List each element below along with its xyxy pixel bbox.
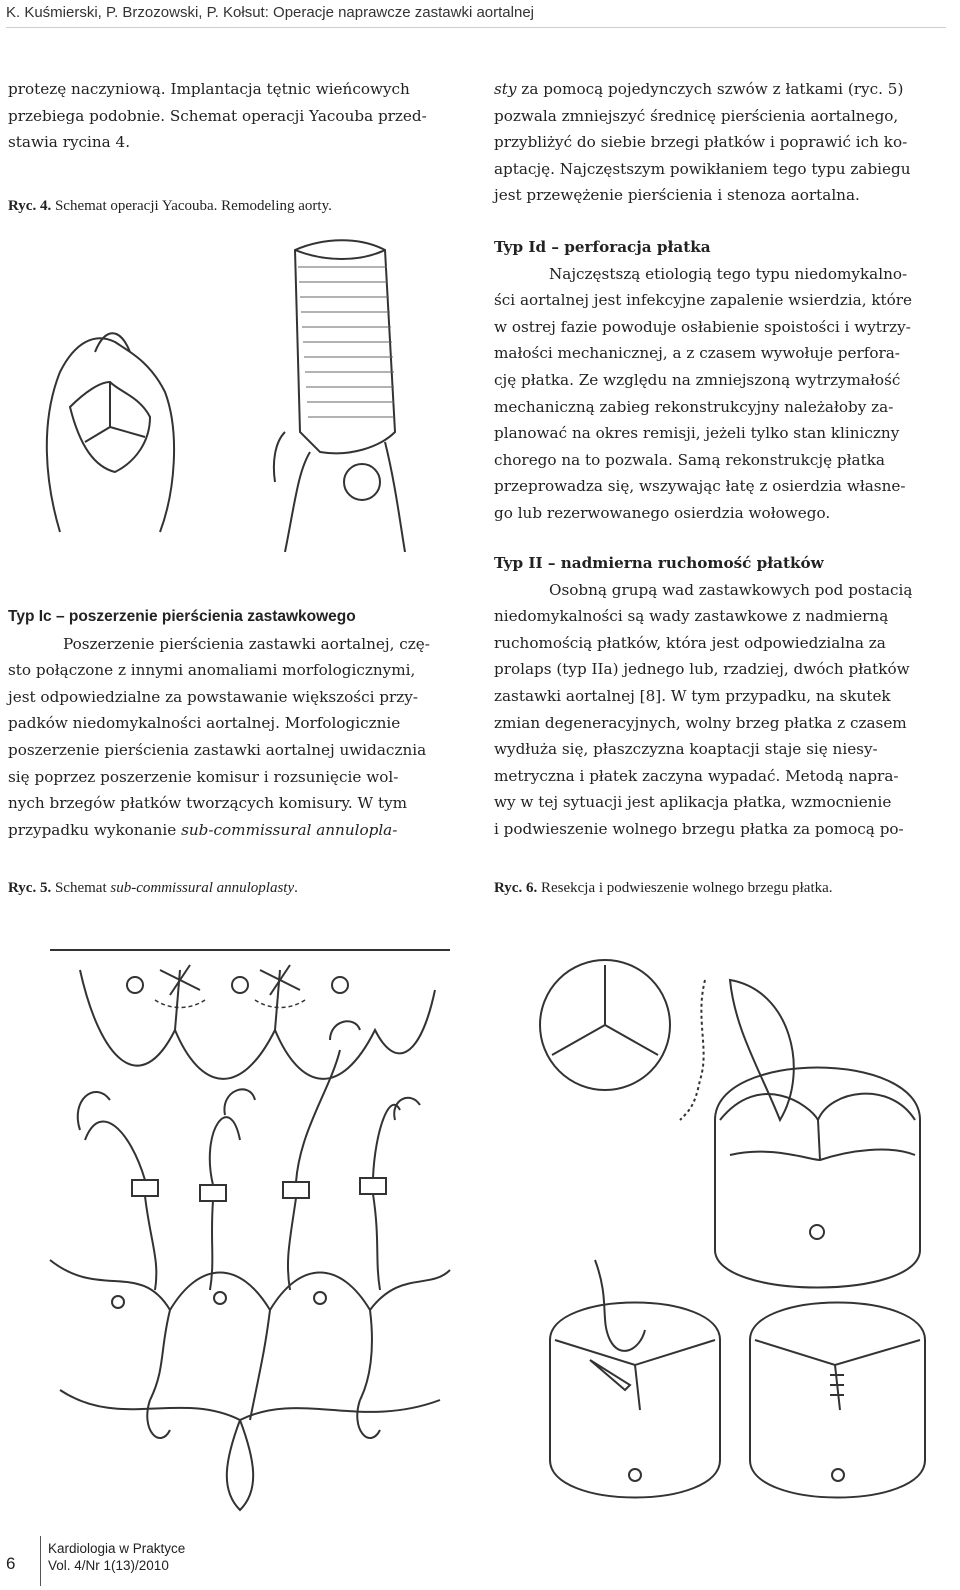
journal-name: Kardiologia w Praktyce bbox=[48, 1541, 186, 1556]
text-line: planować na okres remisji, jeżeli tylko stan kliniczny bbox=[494, 424, 900, 443]
fig6-label: Ryc. 6. bbox=[494, 880, 538, 896]
journal-info bbox=[48, 1540, 185, 1574]
text-line bbox=[494, 76, 940, 103]
text-line: Najczęstszą etiologią tego typu niedomykalno- bbox=[549, 264, 908, 283]
text-line: Poszerzenie pierścienia zastawki aortalnej, czę- bbox=[63, 634, 430, 653]
text-line: chorego na to pozwala. Samą rekonstrukcję płatka bbox=[494, 450, 885, 469]
text-line: stawia rycina 4. bbox=[8, 133, 131, 152]
text-line: prolaps (typ IIa) jednego lub, rzadziej, dwóch płatków bbox=[494, 660, 910, 679]
right-top-text bbox=[494, 76, 940, 209]
text-line: padków niedomykalności aortalnej. Morfologicznie bbox=[8, 714, 401, 733]
text-line: go lub rezerwowanego osierdzia wołowego. bbox=[494, 503, 831, 522]
fig6-illustration bbox=[530, 920, 940, 1520]
fig4-label: Ryc. 4. bbox=[8, 198, 52, 214]
text-line: w ostrej fazie powoduje osłabienie spoistości i wytrzy- bbox=[494, 317, 911, 336]
fig5-caption bbox=[8, 880, 298, 897]
text-line: przeprowadza się, wszywając łatę z osierdzia własne- bbox=[494, 477, 906, 496]
left-top-text bbox=[8, 76, 452, 156]
text-line: protezę naczyniową. Implantacja tętnic wieńcowych bbox=[8, 80, 410, 98]
fig5-label: Ryc. 5. bbox=[8, 880, 52, 896]
fig5-text-italic: sub-commissural annuloplasty bbox=[110, 880, 295, 896]
journal-volume: Vol. 4/Nr 1(13)/2010 bbox=[48, 1558, 169, 1573]
text-line: zmian degeneracyjnych, wolny brzeg płatka z czasem bbox=[494, 713, 907, 732]
fig5-illustration bbox=[40, 930, 460, 1520]
text-line: ści aortalnej jest infekcyjne zapalenie wsierdzia, które bbox=[494, 291, 913, 310]
section-heading: Typ II – nadmierna ruchomość płatków bbox=[494, 554, 824, 572]
section-heading: Typ Ic – poszerzenie pierścienia zastawkowego bbox=[8, 608, 356, 625]
text-line: poszerzenie pierścienia zastawki aortalnej uwidacznia bbox=[8, 740, 427, 759]
text-line: niedomykalności są wady zastawkowe z nadmierną bbox=[494, 607, 889, 626]
text-line: się poprzez poszerzenie komisur i rozsunięcie wol- bbox=[8, 767, 399, 786]
text-line: Osobną grupą wad zastawkowych pod postacią bbox=[549, 580, 913, 599]
text-line bbox=[8, 817, 452, 844]
fig4-text: Schemat operacji Yacouba. Remodeling aorty. bbox=[54, 198, 332, 214]
text-line: przybliżyć do siebie brzegi płatków i poprawić ich ko- bbox=[494, 133, 908, 152]
text-line: jest przewężenie pierścienia i stenoza aortalna. bbox=[494, 186, 860, 205]
footer-divider bbox=[40, 1536, 41, 1586]
text-line: jest odpowiedzialne za powstawanie większości przy- bbox=[8, 687, 418, 706]
fig6-text: Resekcja i podwieszenie wolnego brzegu płatka. bbox=[540, 880, 833, 896]
text-line: i podwieszenie wolnego brzegu płatka za pomocą po- bbox=[494, 819, 904, 838]
text-line: wy w tej sytuacji jest aplikacja płatka, wzmocnienie bbox=[494, 793, 892, 812]
text-fragment: za pomocą pojedynczych szwów z łatkami (ryc. 5) bbox=[516, 80, 904, 98]
text-line: metryczna i płatek zaczyna wypadać. Metodą napra- bbox=[494, 766, 899, 785]
section-typ-ic bbox=[8, 604, 452, 843]
text-line: wydłuża się, płaszczyzna koaptacji staje się niesy- bbox=[494, 740, 878, 759]
italic-fragment: sub-commissural annulopla- bbox=[181, 820, 398, 839]
fig6-caption bbox=[494, 880, 833, 897]
text-fragment: przypadku wykonanie bbox=[8, 820, 182, 839]
italic-fragment: sty bbox=[494, 80, 517, 98]
text-line: pozwala zmniejszyć średnicę pierścienia aortalnego, bbox=[494, 106, 899, 125]
page-number: 6 bbox=[6, 1554, 16, 1573]
section-heading: Typ Id – perforacja płatka bbox=[494, 238, 711, 256]
section-typ-ii bbox=[494, 550, 940, 843]
text-line: małości mechanicznej, a z czasem wywołuje perfora- bbox=[494, 344, 900, 363]
text-line: aptację. Najczęstszym powikłaniem tego typu zabiegu bbox=[494, 159, 911, 178]
text-line: sto połączone z innymi anomaliami morfologicznymi, bbox=[8, 661, 416, 680]
text-line: cję płatka. Ze względu na zmniejszoną wytrzymałość bbox=[494, 370, 901, 389]
fig4-illustration bbox=[40, 232, 440, 552]
fig5-text-end: . bbox=[294, 880, 298, 896]
running-header: K. Kuśmierski, P. Brzozowski, P. Kołsut: Operacje naprawcze zastawki aortalnej bbox=[6, 4, 946, 28]
section-typ-id bbox=[494, 234, 940, 527]
fig5-text: Schemat bbox=[54, 880, 111, 896]
text-line: ruchomością płatków, która jest odpowiedzialna za bbox=[494, 633, 886, 652]
text-line: nych brzegów płatków tworzących komisury. W tym bbox=[8, 794, 408, 813]
text-line: mechaniczną zabieg rekonstrukcyjny należałoby za- bbox=[494, 397, 894, 416]
text-line: zastawki aortalnej [8]. W tym przypadku, na skutek bbox=[494, 686, 891, 705]
fig4-caption bbox=[8, 198, 332, 215]
text-line: przebiega podobnie. Schemat operacji Yacouba przed- bbox=[8, 106, 427, 125]
